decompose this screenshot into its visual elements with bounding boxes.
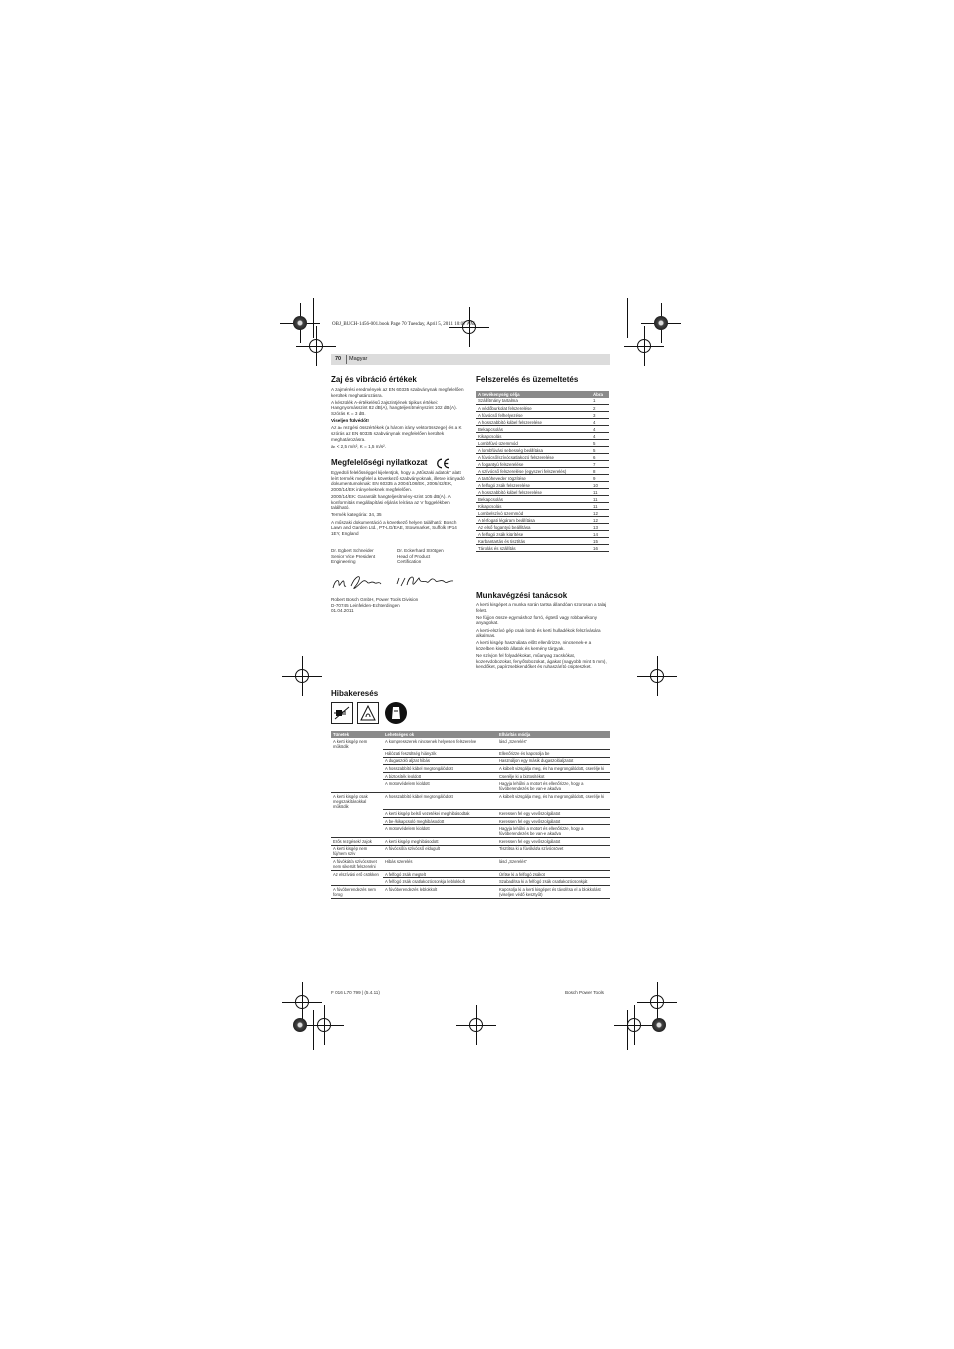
table-row xyxy=(331,878,610,886)
cause-cell: A dugaszoló aljzat hibás xyxy=(383,757,497,765)
operation-purpose: A hosszabbító kábel felszerelése xyxy=(476,489,591,496)
fix-cell: Ellenőrizze és kapcsolja be xyxy=(497,750,610,758)
ce-mark-icon xyxy=(436,458,450,469)
operation-purpose: Bekapcsolás xyxy=(476,426,591,433)
fix-cell: Keressen fel egy vevőszolgálatot xyxy=(497,817,610,825)
fix-cell: Hagyja lehűlni a motort és ellenőrizze, hogy a fúvóberendezés be van-e akadva xyxy=(497,825,610,838)
table-row xyxy=(331,793,610,810)
operation-purpose: Karbantartás és tisztítás xyxy=(476,538,591,545)
paragraph: aₕ < 2,5 m/s², K = 1,5 m/s². xyxy=(331,443,386,449)
operation-purpose: Kikapcsolás xyxy=(476,503,591,510)
table-row xyxy=(331,837,610,845)
table-row xyxy=(476,482,609,489)
paragraph: A zajmérési eredmények az EN 60335 szabványnak megfelelően kerültek meghatározásra. xyxy=(331,387,464,398)
cause-cell: A be-/kikapcsoló meghibásodott xyxy=(383,817,497,825)
table-row xyxy=(331,825,610,838)
operation-figure: 6 xyxy=(591,454,609,461)
unplug-icon xyxy=(331,702,353,724)
operation-figure: 8 xyxy=(591,468,609,475)
operation-purpose: A hosszabbító kábel felszerelése xyxy=(476,419,591,426)
declaration-heading: Megfelelőségi nyilatkozat xyxy=(331,458,428,467)
registration-dot xyxy=(293,1018,307,1032)
table-row xyxy=(331,765,610,773)
table-row xyxy=(476,496,609,503)
operation-figure: 4 xyxy=(591,426,609,433)
operation-purpose: Az első fogantyú beállítása xyxy=(476,524,591,531)
fix-cell: lásd „Szerelés” xyxy=(497,858,610,871)
operation-purpose: Lombelszívó üzemmód xyxy=(476,510,591,517)
table-row xyxy=(331,757,610,765)
table-row xyxy=(476,475,609,482)
trim-line xyxy=(313,1010,314,1050)
symptom-cell xyxy=(331,817,383,825)
fix-cell: Keressen fel egy vevőszolgálatot xyxy=(497,810,610,818)
table-row xyxy=(476,433,609,440)
symptom-cell: A kerti kisgép nem működik xyxy=(333,738,368,749)
troubleshooting-table xyxy=(331,731,610,899)
fix-cell: A kábelt vizsgálja meg, és ha megrongálódott, cserélje ki xyxy=(497,793,610,810)
cause-cell: A hosszabbító kábel megrongálódott xyxy=(383,765,497,773)
signatory-left: Dr. Egbert Schneider Senior Vice President Engineering xyxy=(331,548,376,565)
fix-cell: Szabadítsa ki a felfogó zsák csatlakozócsonkját xyxy=(497,878,610,886)
crop-mark-mid-left xyxy=(282,656,322,696)
paragraph: Ne fújjon össze egymáshoz forró, égtető vagy robbanékony anyagokat. xyxy=(476,614,598,626)
cause-cell: A felfogó zsák csatlakozócsonkja leblokkolt xyxy=(383,878,497,886)
trim-line xyxy=(627,1010,628,1050)
table-row xyxy=(476,447,609,454)
fix-cell: A kábelt vizsgálja meg, és ha megrongálódott, cserélje ki xyxy=(497,765,610,773)
table-row xyxy=(476,412,609,419)
page-header xyxy=(331,354,610,365)
fix-cell: lásd „Szerelés” xyxy=(497,738,610,750)
operation-purpose: A térfogati légáram beállítása xyxy=(476,517,591,524)
operation-figure: 15 xyxy=(591,538,609,545)
column-header-figure: Ábra xyxy=(591,391,609,398)
operation-purpose: Szállítmány tartalma xyxy=(476,398,591,405)
warning-text: Viseljen fülvédőt! xyxy=(331,418,369,424)
table-row xyxy=(476,419,609,426)
crop-mark-top-left-inner xyxy=(296,326,336,366)
fix-cell: Használjon egy másik dugaszolóaljzatot xyxy=(497,757,610,765)
symptom-cell: Erős rezgések/ zajok xyxy=(331,837,383,845)
troubleshooting-heading: Hibakeresés xyxy=(331,689,379,698)
operation-purpose: A lombfúvási sebesség beállítása xyxy=(476,447,591,454)
symptom-cell xyxy=(331,810,383,818)
table-row xyxy=(476,503,609,510)
goggles-icon xyxy=(385,702,407,724)
cause-cell: A fúvócső/a szívócső eldugult xyxy=(383,845,497,858)
operation-table xyxy=(476,391,609,552)
operation-figure: 11 xyxy=(591,489,609,496)
trim-line xyxy=(627,298,628,338)
cause-cell: A kerti kisgép meghibásodott xyxy=(383,837,497,845)
paragraph: A kerti-elszívó gép csak lomb és kerti hulladékok felszívására alkalmas. xyxy=(476,627,601,639)
symptom-cell: A fúvókát/a szívócsövet nem sikerült felszerelni xyxy=(331,858,383,871)
operation-purpose: A fogantyú felszerelése xyxy=(476,461,591,468)
signatures-icon xyxy=(331,570,461,594)
paragraph: Az aₕ rezgési összértékek (a három irány vektorösszege) és a K szórás az EN 60335 szabványnak megfelelően kerültek meghatározásra. xyxy=(331,425,462,442)
symptom-cell: A kerti kisgép csak megszakításokkal működik xyxy=(333,793,368,809)
table-row xyxy=(476,461,609,468)
operation-figure: 2 xyxy=(591,405,609,412)
column-header-purpose: A tevékenység célja xyxy=(476,391,591,398)
company-address: Robert Bosch GmbH, Power Tools Division D-70745 Leinfelden-Echterdingen 01.04.2011 xyxy=(331,597,419,614)
trim-line xyxy=(313,298,314,338)
operation-figure: 5 xyxy=(591,440,609,447)
table-row xyxy=(476,454,609,461)
cause-cell: A motorvédelem kioldott xyxy=(383,780,497,793)
fix-cell: Cserélje ki a biztosítékot xyxy=(497,772,610,780)
table-row xyxy=(476,489,609,496)
operation-purpose: Lombfúvó üzemmód xyxy=(476,440,591,447)
table-row xyxy=(476,440,609,447)
column-header-cause: Lehetséges ok xyxy=(383,731,497,738)
header-separator xyxy=(346,355,347,364)
table-row xyxy=(331,858,610,871)
operation-purpose: A fúvócső/szívócsatlakozó felszerelése xyxy=(476,454,591,461)
paragraph: A készülék A-értékelésű zajszintjének tipikus értékei: Hangnyomásszint 82 dB(A), hangteljesítményszint 102 dB(A). Szórás K = 3 dB. xyxy=(331,399,457,416)
operation-figure: 5 xyxy=(591,447,609,454)
fix-cell: Kapcsolja ki a kerti kisgépet és távolítsa el a blokkolást (viseljen védő kesztyűt) xyxy=(497,885,610,898)
operation-heading: Felszerelés és üzemeltetés xyxy=(476,375,579,384)
symptom-cell xyxy=(331,878,383,886)
fix-cell: Tisztítsa ki a fúvókát/a szívócsövet xyxy=(497,845,610,858)
symptom-cell xyxy=(331,757,383,765)
operation-purpose: A tartóheveder rögzítése xyxy=(476,475,591,482)
table-row xyxy=(476,426,609,433)
table-row xyxy=(331,817,610,825)
paragraph: Termék kategória: 34, 35 xyxy=(331,512,382,518)
operation-purpose: Kikapcsolás xyxy=(476,433,591,440)
table-row xyxy=(476,405,609,412)
column-header-fix: Elhárítás módja xyxy=(497,731,610,738)
cause-cell: A felfogó zsák megtelt xyxy=(383,870,497,878)
crop-mark-top-center xyxy=(449,307,489,347)
operation-figure: 16 xyxy=(591,545,609,552)
column-header-symptom: Tünetek xyxy=(331,731,383,738)
operation-purpose: Tárolás és szállítás xyxy=(476,545,591,552)
operation-figure: 12 xyxy=(591,517,609,524)
operation-purpose: A szívócső felszerelése (egyszeri felszerelés) xyxy=(476,468,591,475)
table-row xyxy=(331,738,610,750)
operation-figure: 7 xyxy=(591,461,609,468)
table-row xyxy=(331,870,610,878)
paragraph: Ne szívjon fel folyadékokat, műanyag zacskókat, kozervdobozokat, fenyőtobozokat, ágakat (nagyobb mint 5 mm), kendőket, papírzsebkendőket és ruhaszárító csipteszket. xyxy=(476,653,607,670)
cause-cell: A motorvédelem kioldott xyxy=(383,825,497,838)
table-row xyxy=(331,772,610,780)
operation-figure: 11 xyxy=(591,503,609,510)
operation-figure: 4 xyxy=(591,419,609,426)
page-number: 70 xyxy=(335,356,342,362)
symptom-cell xyxy=(331,825,383,838)
cause-cell: A hosszabbító kábel megrongálódott xyxy=(383,793,497,810)
paragraph: Egyedüli felelősséggel kijelentjük, hogy a „Műszaki adatok” alatt leírt termék megfelel a következő szabványoknak, illetve irányadó dokumentumoknak: EN 60335 a 2004/108/EK, 2006/42/EK, 2000/14/EK irányelveknek megfelelően. xyxy=(331,470,465,492)
operation-purpose: A felfogó zsák kiürítése xyxy=(476,531,591,538)
paragraph: 2000/14/EK: Garantált hangteljesítmény-szint 105 dB(A). A konformitás megállapítási eljárás leírása az V függelékben található. xyxy=(331,493,451,511)
cause-cell: A fúvóberendezés leblokkolt xyxy=(383,885,497,898)
cause-cell: A biztosíték leoldott xyxy=(383,772,497,780)
table-row xyxy=(476,538,609,545)
symptom-cell xyxy=(331,765,383,773)
operation-figure: 10 xyxy=(591,482,609,489)
operation-purpose: A felfogó zsák felszerelése xyxy=(476,482,591,489)
cause-cell: Hibás szerelés xyxy=(383,858,497,871)
noise-text xyxy=(331,387,466,451)
table-row xyxy=(476,517,609,524)
file-info: OBJ_BUCH-1456-001.book Page 70 Tuesday, April 5, 2011 10:07 AM xyxy=(332,322,475,327)
tips-heading: Munkavégzési tanácsok xyxy=(476,591,568,600)
crop-mark-bottom-left-inner xyxy=(304,1005,344,1045)
crop-mark-bottom-right-inner xyxy=(614,1005,654,1045)
cause-cell: A kerti kisgép belső vezetékei meghibásodtak xyxy=(383,810,497,818)
symptom-cell: A kerti kisgép nem fúj/nem szív xyxy=(331,845,383,858)
tips-text xyxy=(476,602,610,672)
symptom-cell xyxy=(331,750,383,758)
symptom-cell xyxy=(331,772,383,780)
fix-cell: Hagyja lehűlni a motort és ellenőrizze, hogy a fúvóberendezés be van-e akadva xyxy=(497,780,610,793)
operation-purpose: A védőburkolat felszerelése xyxy=(476,405,591,412)
operation-figure: 13 xyxy=(591,524,609,531)
table-row xyxy=(476,531,609,538)
symptom-cell xyxy=(331,780,383,793)
language-label: Magyar xyxy=(349,356,368,362)
footer-doc-number: F 016 L70 799 | (5.4.11) xyxy=(331,990,380,995)
paragraph: A kerti kisgépet a munka során tartsa állandóan szorosan a talaj felett. xyxy=(476,602,607,613)
noise-heading: Zaj és vibráció értékek xyxy=(331,375,417,384)
symptom-cell: Az elszívási erő csökken xyxy=(333,871,379,877)
table-row xyxy=(476,510,609,517)
table-row xyxy=(331,810,610,818)
operation-figure: 1 xyxy=(591,398,609,405)
crop-mark-bottom-center xyxy=(456,1005,496,1045)
table-row xyxy=(476,524,609,531)
fix-cell: Keressen fel egy vevőszolgálatot xyxy=(497,837,610,845)
cause-cell: A kompresszerek nincsenek helyesen felszerelve xyxy=(383,738,497,750)
operation-figure: 12 xyxy=(591,510,609,517)
operation-figure: 3 xyxy=(591,412,609,419)
crop-mark-top-right-inner xyxy=(624,326,664,366)
table-row xyxy=(331,885,610,898)
table-row xyxy=(331,845,610,858)
table-row xyxy=(331,750,610,758)
operation-figure: 11 xyxy=(591,496,609,503)
cause-cell: Hálózati feszültség hiányzik xyxy=(383,750,497,758)
paragraph: A műszaki dokumentáció a következő helyen található: Bosch Lawn and Garden Ltd., PT-LG/EAE, Stowmarket, Suffolk IP14 1EY, England xyxy=(331,519,457,536)
gloves-icon xyxy=(357,702,379,724)
operation-figure: 4 xyxy=(591,433,609,440)
footer-brand: Bosch Power Tools xyxy=(565,990,604,995)
operation-purpose: A fúvócső felhelyezése xyxy=(476,412,591,419)
fix-cell: Ürítse ki a felfogó zsákot xyxy=(497,870,610,878)
table-row xyxy=(476,468,609,475)
table-row xyxy=(331,780,610,793)
signatory-right: Dr. Eckerhard Strötgen Head of Product Certification xyxy=(397,548,444,565)
paragraph: A kerti kisgép használata előtt ellenőrizze, nincsenek-e a közelben kisebb állatok és kemény tárgyak. xyxy=(476,640,592,651)
operation-figure: 14 xyxy=(591,531,609,538)
crop-mark-mid-right xyxy=(637,656,677,696)
operation-figure: 9 xyxy=(591,475,609,482)
symptom-cell: A fúvóberendezés nem forog xyxy=(331,885,383,898)
registration-dot xyxy=(652,1018,666,1032)
declaration-text xyxy=(331,470,466,538)
table-row xyxy=(476,398,609,405)
table-row xyxy=(476,545,609,552)
operation-purpose: Bekapcsolás xyxy=(476,496,591,503)
